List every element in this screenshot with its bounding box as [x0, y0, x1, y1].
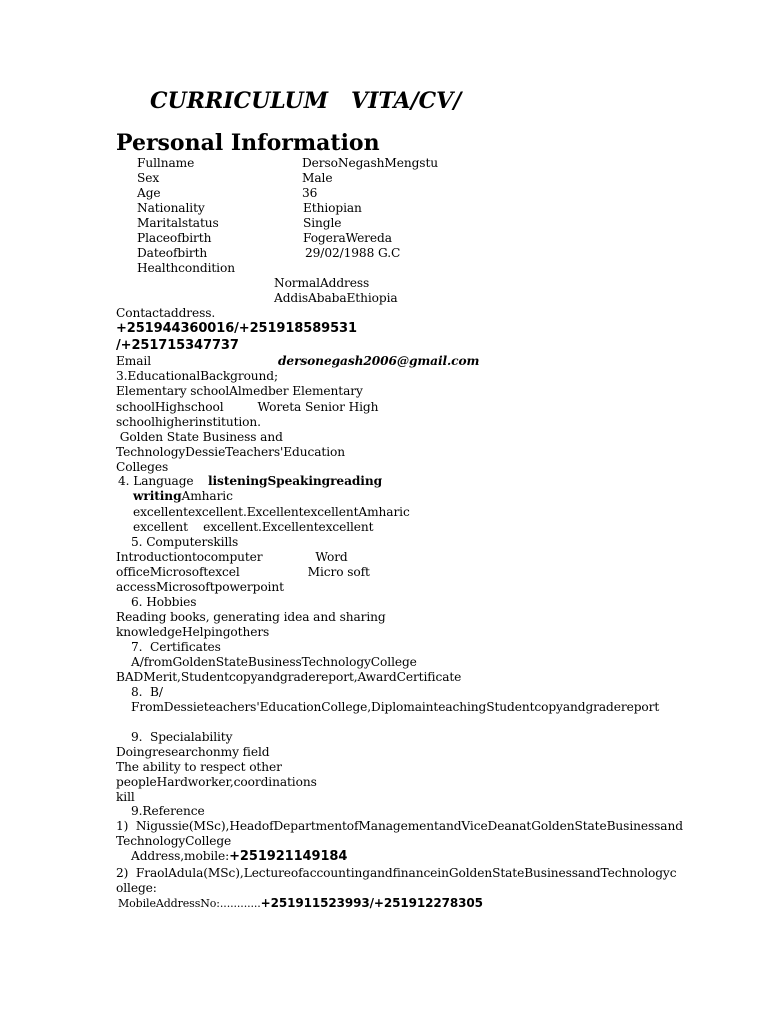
reference-1-line: TechnologyCollege: [116, 834, 232, 848]
hobbies-heading: 6. Hobbies: [131, 595, 197, 609]
label-marital-status: Maritalstatus: [137, 216, 219, 230]
special-ability-line: peopleHardworker,coordinations: [116, 775, 317, 789]
reference-2-line: 2) FraolAdula(MSc),LectureofaccountingandfinanceinGoldenStateBusinessandTechnologyc: [116, 866, 677, 880]
value-place-of-birth: FogeraWereda: [303, 231, 392, 245]
certificate-line: 8. B/: [131, 685, 163, 699]
personal-info-heading: Personal Information: [116, 130, 380, 156]
reference-2-phone: +251911523993/+251912278305: [260, 896, 483, 910]
value-age: 36: [302, 186, 318, 200]
computer-skills-heading: 5. Computerskills: [131, 535, 239, 549]
hobbies-line: knowledgeHelpingothers: [116, 625, 270, 639]
reference-1-phone: +251921149184: [229, 849, 348, 864]
computer-skills-line: officeMicrosoftexcel Micro soft: [116, 565, 370, 579]
label-age: Age: [137, 186, 161, 200]
certificates-heading: 7. Certificates: [131, 640, 221, 654]
label-date-of-birth: Dateofbirth: [137, 246, 208, 260]
language-line-2: excellentexcellent.ExcellentexcellentAmharic: [133, 505, 410, 519]
reference-1-address: [131, 849, 347, 864]
label-health-condition: Healthcondition: [137, 261, 235, 275]
computer-skills-line: Introductiontocomputer Word: [116, 550, 348, 564]
language-heading: 4. Language: [118, 474, 194, 488]
value-marital-status: Single: [303, 216, 342, 230]
label-nationality: Nationality: [137, 201, 205, 215]
education-line: Elementary schoolAlmedber Elementary: [116, 384, 363, 398]
education-line: schoolHighschool Woreta Senior High: [116, 400, 379, 414]
special-ability-heading: 9. Specialability: [131, 730, 233, 744]
hobbies-line: Reading books, generating idea and sharing: [116, 610, 386, 624]
value-sex: Male: [302, 171, 333, 185]
language-line-1: [133, 489, 233, 504]
education-line: schoolhigherinstitution.: [116, 415, 261, 429]
reference-1-line: 1) Nigussie(MSc),HeadofDepartmentofManagementandViceDeanatGoldenStateBusinessand: [116, 819, 683, 833]
certificate-line: A/fromGoldenStateBusinessTechnologyCollege: [131, 655, 417, 669]
value-date-of-birth: 29/02/1988 G.C: [305, 246, 401, 260]
contact-label: Contactaddress.: [116, 306, 216, 320]
reference-2-address-label: MobileAddressNo:............: [118, 897, 261, 910]
special-ability-line: kill: [116, 790, 135, 804]
label-sex: Sex: [137, 171, 160, 185]
label-fullname: Fullname: [137, 156, 195, 170]
language-skills-header: listeningSpeakingreading: [208, 474, 383, 488]
email-label: Email: [116, 354, 152, 368]
reference-1-address-label: Address,mobile:: [131, 849, 230, 863]
education-line: Colleges: [116, 460, 169, 474]
value-address: AddisAbabaEthiopia: [274, 291, 398, 305]
value-health-address: NormalAddress: [274, 276, 370, 290]
computer-skills-line: accessMicrosoftpowerpoint: [116, 580, 284, 594]
special-ability-line: Doingresearchonmy field: [116, 745, 270, 759]
language-first: Amharic: [181, 489, 233, 503]
reference-heading: 9.Reference: [131, 804, 205, 818]
phone-line-2: /+251715347737: [116, 338, 239, 353]
special-ability-line: The ability to respect other: [116, 760, 282, 774]
education-line: TechnologyDessieTeachers'Education: [116, 445, 345, 459]
language-writing: writing: [133, 489, 182, 503]
value-fullname: DersoNegashMengstu: [302, 156, 438, 170]
document-title: CURRICULUM VITA/CV/: [150, 88, 462, 114]
education-heading: 3.EducationalBackground;: [116, 369, 279, 383]
language-line-3: excellent excellent.Excellentexcellent: [133, 520, 374, 534]
value-nationality: Ethiopian: [303, 201, 362, 215]
education-line: Golden State Business and: [116, 430, 283, 444]
phone-line-1: +251944360016/+251918589531: [116, 321, 357, 336]
reference-2-line: ollege:: [116, 881, 157, 895]
certificate-line: BADMerit,Studentcopyandgradereport,AwardCertificate: [116, 670, 462, 684]
certificate-line: FromDessieteachers'EducationCollege,DiplomainteachingStudentcopyandgradereport: [131, 700, 660, 714]
label-place-of-birth: Placeofbirth: [137, 231, 212, 245]
email-value: dersonegash2006@gmail.com: [278, 354, 480, 368]
reference-2-address: [118, 896, 483, 911]
